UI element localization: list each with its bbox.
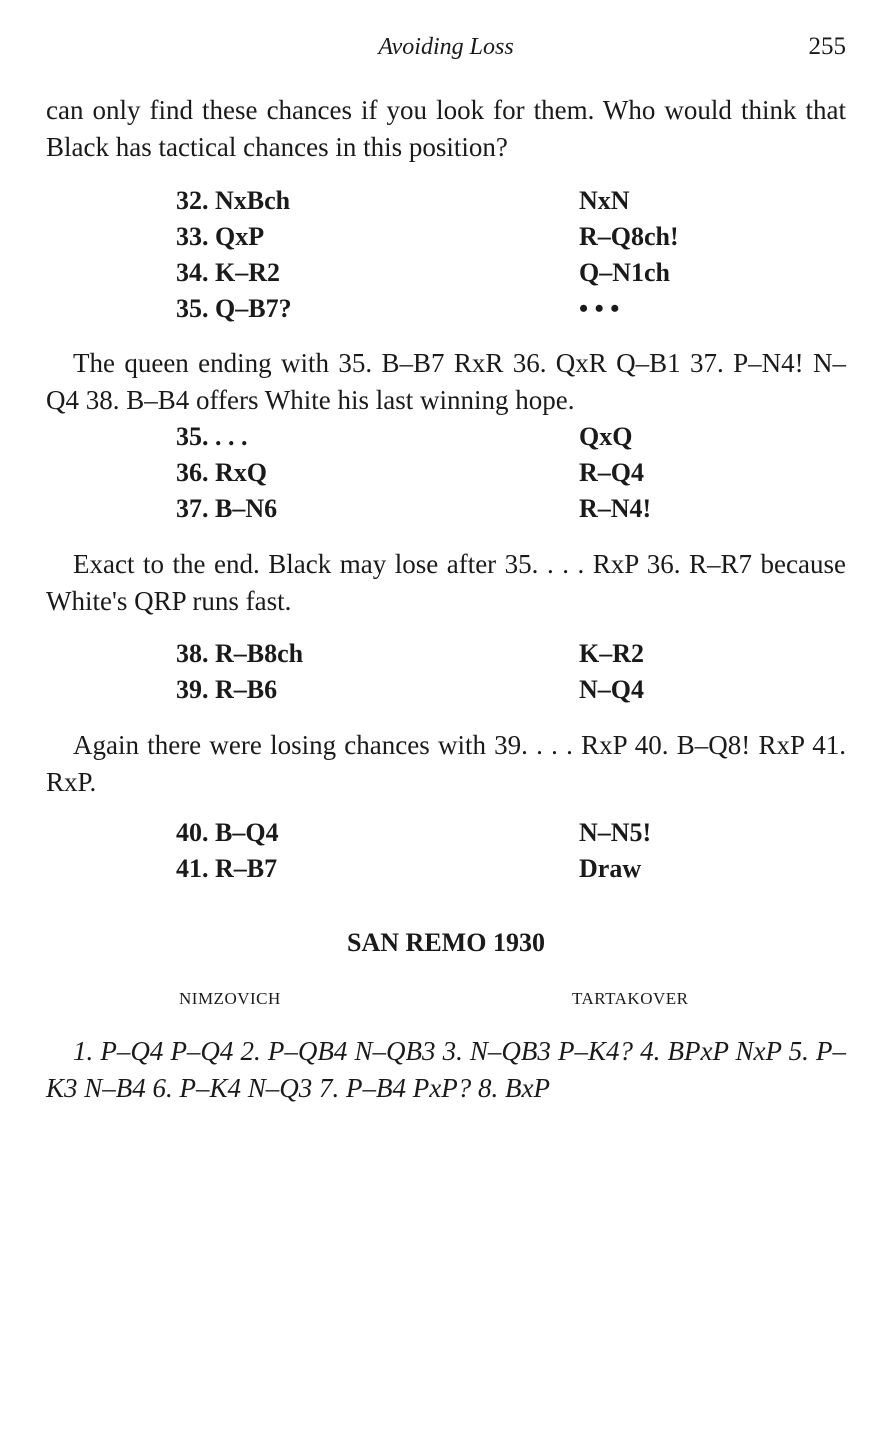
white-move: 35. Q–B7?	[176, 294, 292, 323]
black-player-name: TARTAKOVER	[572, 989, 689, 1008]
white-move: 33. QxP	[176, 222, 265, 251]
move-row	[176, 455, 736, 491]
paragraph-queen-ending: The queen ending with 35. B–B7 RxR 36. QxR Q–B1 37. P–N4! N–Q4 38. B–B4 offers White his last winning hope.	[46, 348, 846, 415]
white-move: 40. B–Q4	[176, 818, 279, 847]
black-move: NxN	[579, 186, 630, 215]
move-row	[176, 636, 736, 672]
black-move: R–Q8ch!	[579, 222, 679, 251]
game-heading: SAN REMO 1930	[347, 928, 545, 957]
move-row	[176, 183, 736, 219]
move-list-3	[176, 636, 736, 708]
white-move: 39. R–B6	[176, 675, 278, 704]
move-row	[176, 851, 736, 887]
page-number: 255	[808, 33, 846, 60]
move-row	[176, 815, 736, 851]
running-head	[46, 30, 846, 64]
black-move: N–N5!	[579, 818, 652, 847]
white-move: 38. R–B8ch	[176, 639, 304, 668]
black-move: QxQ	[579, 422, 633, 451]
white-move: 34. K–R2	[176, 258, 280, 287]
paragraph-intro: can only find these chances if you look for them. Who would think that Black has tactical chances in this position?	[46, 95, 846, 162]
black-move: K–R2	[579, 639, 644, 668]
move-row	[176, 291, 736, 327]
move-row	[176, 255, 736, 291]
white-move: 36. RxQ	[176, 458, 267, 487]
move-list-2	[176, 419, 736, 527]
move-list-4	[176, 815, 736, 887]
paragraph-again: Again there were losing chances with 39. . . . RxP 40. B–Q8! RxP 41. RxP.	[46, 730, 846, 797]
black-move: Draw	[579, 854, 642, 883]
book-page	[46, 0, 846, 1440]
black-move: • • •	[579, 294, 620, 323]
black-move: R–Q4	[579, 458, 644, 487]
white-player-name: NIMZOVICH	[179, 989, 281, 1008]
move-row	[176, 672, 736, 708]
black-move: R–N4!	[579, 494, 652, 523]
white-move: 41. R–B7	[176, 854, 278, 883]
move-row	[176, 419, 736, 455]
paragraph-exact-end: Exact to the end. Black may lose after 35. . . . RxP 36. R–R7 because White's QRP runs fast.	[46, 549, 846, 616]
black-move: Q–N1ch	[579, 258, 670, 287]
white-move: 37. B–N6	[176, 494, 278, 523]
move-row	[176, 219, 736, 255]
white-move: 35. . . .	[176, 422, 248, 451]
move-row	[176, 491, 736, 527]
game-score: 1. P–Q4 P–Q4 2. P–QB4 N–QB3 3. N–QB3 P–K4? 4. BPxP NxP 5. P–K3 N–B4 6. P–K4 N–Q3 7. P–B4 PxP? 8. BxP	[46, 1036, 846, 1103]
running-title: Avoiding Loss	[378, 34, 514, 60]
black-move: N–Q4	[579, 675, 644, 704]
white-move: 32. NxBch	[176, 186, 291, 215]
move-list-1	[176, 183, 736, 327]
